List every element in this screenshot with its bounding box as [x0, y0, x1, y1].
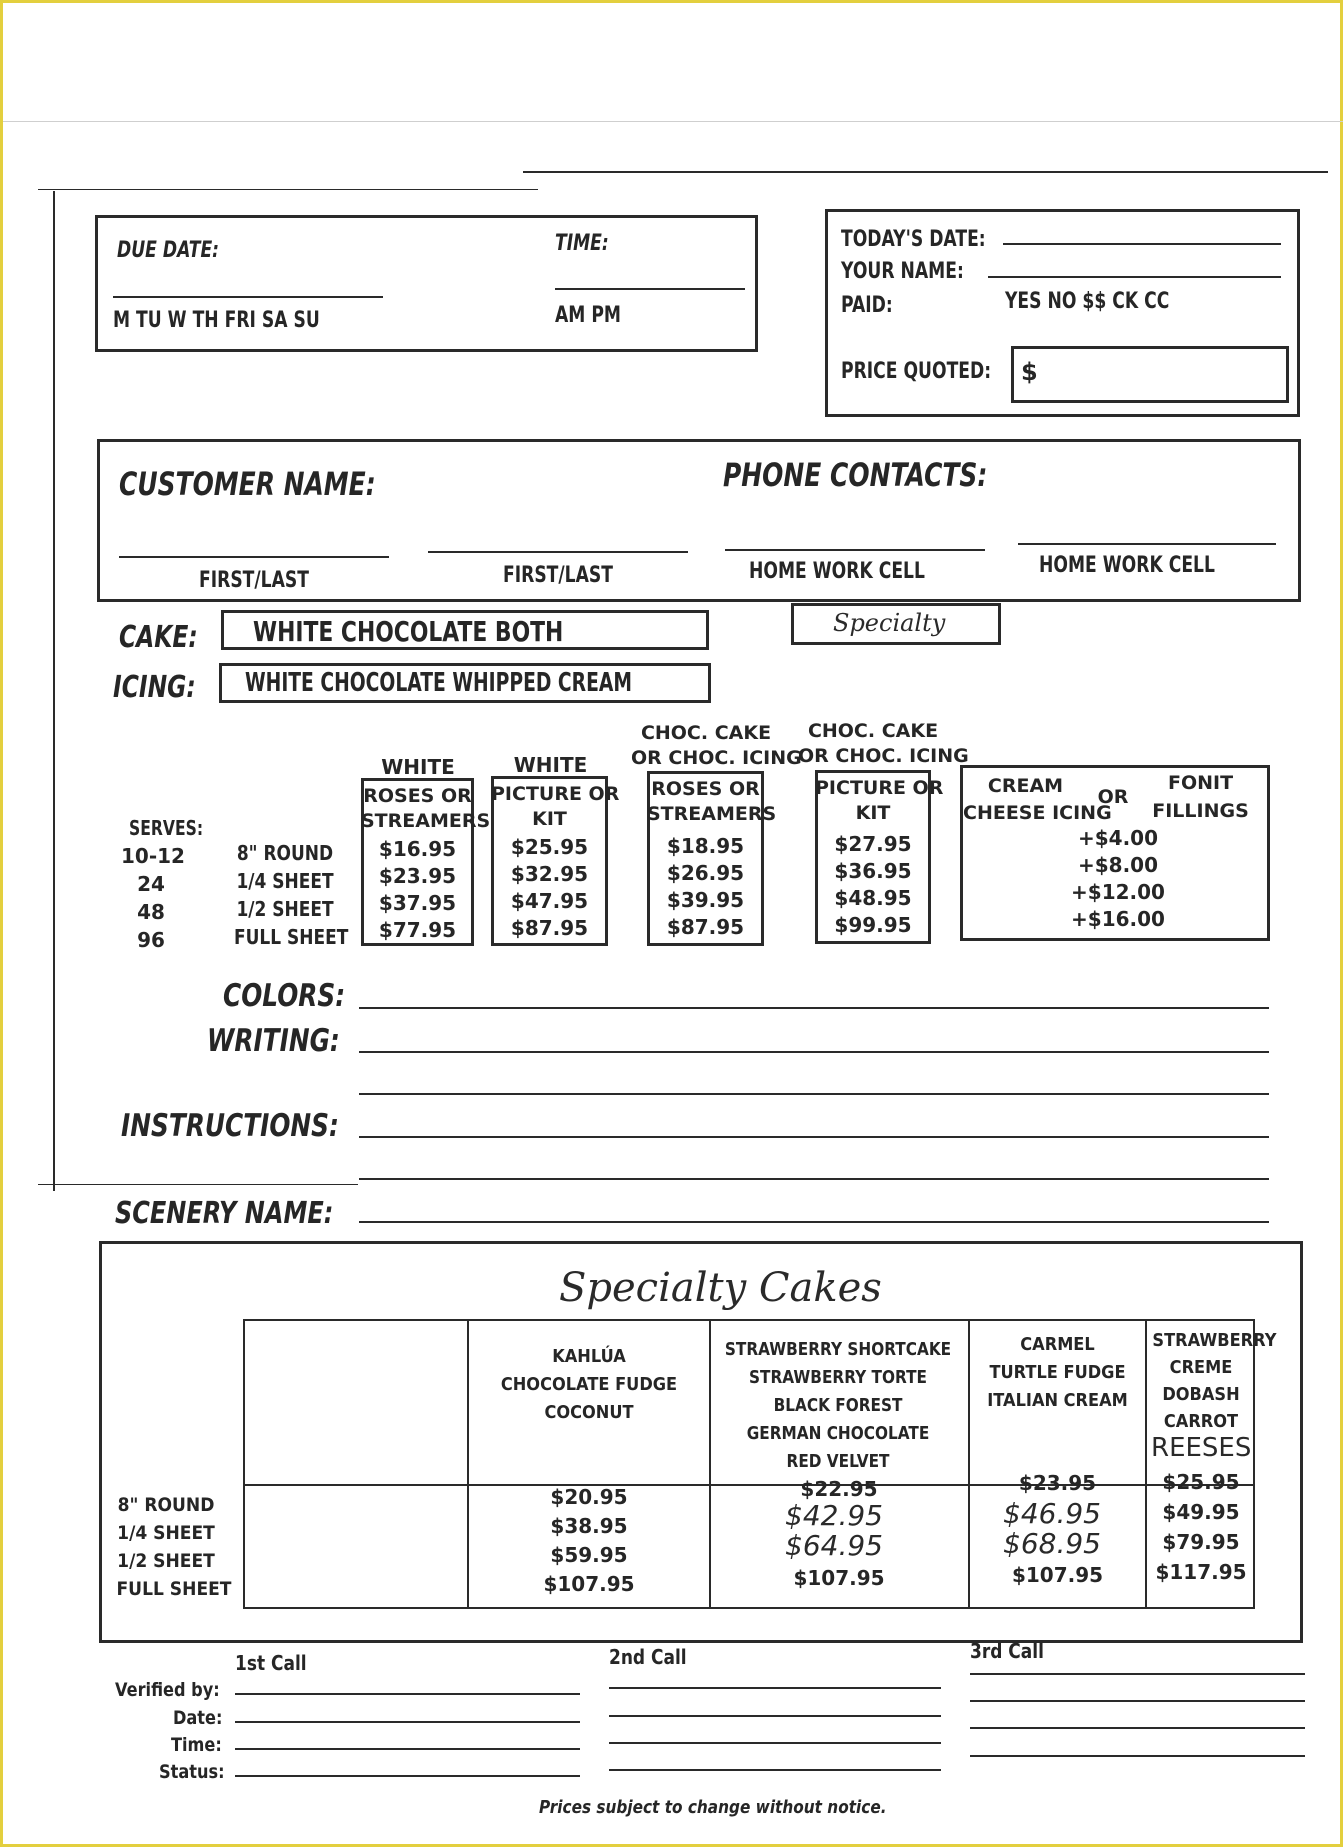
your-name-field[interactable] — [988, 276, 1281, 278]
price-quoted-field[interactable] — [1011, 346, 1289, 403]
cake-flavor: CARMEL — [1020, 1334, 1095, 1355]
price: $22.95 — [800, 1477, 878, 1501]
size-label: 1/4 SHEET — [236, 869, 334, 893]
price: $99.95 — [834, 913, 912, 937]
cake-flavor: CHOCOLATE FUDGE — [500, 1374, 678, 1395]
col3-header-top — [631, 721, 802, 771]
icing-label: ICING: — [113, 670, 196, 705]
todays-date-label: TODAY'S DATE: — [841, 227, 986, 252]
serves-column — [121, 842, 185, 954]
price: +$16.00 — [1071, 907, 1165, 931]
first-call-label: 1st Call — [235, 1651, 307, 1675]
price: $23.95 — [1018, 1471, 1097, 1495]
col4-header-top-line: CHOC. CAKE — [807, 720, 939, 742]
col2-header — [491, 782, 620, 832]
cake-flavor: STRAWBERRY TORTE — [749, 1367, 927, 1388]
col4-header-top — [798, 719, 969, 769]
price: $23.95 — [378, 864, 457, 888]
cream-cheese-line: CHEESE ICING — [963, 802, 1112, 824]
col3-prices — [647, 833, 764, 941]
col3-header — [647, 777, 777, 827]
second-call-verified-field[interactable] — [609, 1687, 941, 1689]
first-last-caption-2: FIRST/LAST — [503, 563, 613, 588]
cake-flavor: BLACK FOREST — [773, 1395, 903, 1416]
footer-notice: Prices subject to change without notice. — [539, 1797, 887, 1818]
handwritten-price: $42.95 — [785, 1499, 883, 1532]
home-work-cell-caption-1: HOME WORK CELL — [749, 559, 925, 584]
price: $20.95 — [550, 1485, 628, 1509]
price: $16.95 — [378, 837, 457, 861]
specialty-col1-names — [481, 1343, 697, 1427]
phone-field-2[interactable] — [1018, 543, 1276, 545]
icing-options[interactable]: WHITE CHOCOLATE WHIPPED CREAM — [245, 668, 632, 698]
price: $32.95 — [510, 862, 589, 886]
price: +$8.00 — [1077, 853, 1159, 877]
due-date-label: DUE DATE: — [117, 238, 220, 263]
specialty-col3-names — [979, 1331, 1137, 1415]
fonit-fillings-header — [1143, 769, 1258, 825]
col3-header-line: ROSES OR — [651, 778, 760, 800]
writing-label: WRITING: — [207, 1023, 340, 1059]
price: $49.95 — [1162, 1500, 1240, 1524]
col1-header-line: ROSES OR — [363, 785, 472, 807]
price-quoted-label: PRICE QUOTED: — [841, 359, 992, 384]
price: $36.95 — [834, 859, 912, 883]
specialty-option-label: Specialty — [833, 609, 946, 637]
col4-header-line: KIT — [855, 802, 891, 824]
specialty-cakes-title: Specialty Cakes — [559, 1265, 882, 1311]
due-date-field[interactable] — [113, 296, 383, 298]
col4-header-top-line: OR CHOC. ICING — [798, 745, 969, 767]
price: $79.95 — [1162, 1530, 1240, 1554]
serves-value: 10-12 — [121, 844, 185, 868]
cream-cheese-line: CREAM — [987, 775, 1064, 797]
price: $25.95 — [510, 835, 589, 859]
col2-header-line: PICTURE OR — [491, 783, 620, 805]
time-label-call: Time: — [171, 1734, 222, 1756]
your-name-label: YOUR NAME: — [841, 259, 964, 284]
handwritten-price: $46.95 — [1003, 1497, 1101, 1530]
first-call-time-field[interactable] — [235, 1748, 580, 1750]
price: $27.95 — [834, 832, 912, 856]
am-pm-options[interactable]: AM PM — [555, 303, 621, 328]
cream-cheese-header — [963, 773, 1112, 827]
todays-date-field[interactable] — [1003, 243, 1281, 245]
fonit-fillings-line: FILLINGS — [1152, 800, 1249, 822]
col1-header-top: WHITE — [381, 755, 455, 779]
cake-flavor: GERMAN CHOCOLATE — [746, 1423, 930, 1444]
price: +$4.00 — [1077, 826, 1159, 850]
customer-name-label: CUSTOMER NAME: — [119, 465, 376, 503]
price: $38.95 — [550, 1514, 628, 1538]
third-call-date-field[interactable] — [970, 1700, 1305, 1702]
first-call-status-field[interactable] — [235, 1775, 580, 1777]
price: $107.95 — [793, 1566, 885, 1590]
second-call-label: 2nd Call — [609, 1645, 687, 1669]
specialty-col2-names — [723, 1336, 953, 1476]
size-label: 8" ROUND — [236, 841, 334, 865]
col4-header — [815, 776, 944, 826]
size-column — [234, 839, 349, 951]
col1-header — [361, 784, 491, 834]
first-call-verified-field[interactable] — [235, 1693, 580, 1695]
writing-field-1[interactable] — [359, 1051, 1269, 1053]
col2-prices — [491, 834, 608, 942]
price: $77.95 — [378, 918, 457, 942]
col3-header-line: STREAMERS — [647, 803, 777, 825]
specialty-size-column — [116, 1491, 232, 1603]
colors-label: COLORS: — [223, 978, 346, 1014]
col4-header-line: PICTURE OR — [815, 777, 944, 799]
serves-value: 96 — [137, 928, 165, 952]
paid-label: PAID: — [841, 293, 893, 318]
weekday-options[interactable]: M TU W TH FRI SA SU — [113, 308, 320, 333]
specialty-col4-names — [1152, 1327, 1277, 1435]
first-call-date-field[interactable] — [235, 1721, 580, 1723]
time-field[interactable] — [555, 288, 745, 290]
instructions-field-2[interactable] — [359, 1178, 1269, 1180]
price: $48.95 — [834, 886, 912, 910]
third-call-status-field[interactable] — [970, 1755, 1305, 1757]
col4-prices — [815, 831, 931, 939]
status-label: Status: — [159, 1761, 225, 1783]
home-work-cell-caption-2: HOME WORK CELL — [1039, 553, 1215, 578]
cake-flavor: DOBASH — [1162, 1384, 1240, 1405]
left-margin-rule — [53, 191, 55, 1191]
specialty-col4-prices — [1147, 1467, 1255, 1587]
cake-flavor: KAHLÚA — [552, 1346, 626, 1367]
size-label: FULL SHEET — [234, 925, 349, 949]
price: $87.95 — [510, 916, 589, 940]
cake-flavor: ITALIAN CREAM — [987, 1390, 1128, 1411]
price: $47.95 — [510, 889, 589, 913]
col2-header-line: KIT — [532, 808, 567, 830]
col3-header-top-line: CHOC. CAKE — [640, 722, 772, 744]
first-last-caption-1: FIRST/LAST — [199, 568, 309, 593]
scenery-name-label: SCENERY NAME: — [115, 1196, 334, 1231]
phone-field-1[interactable] — [725, 549, 985, 551]
instructions-label: INSTRUCTIONS: — [121, 1108, 339, 1144]
top-rule-left — [38, 189, 538, 190]
price: $39.95 — [666, 888, 745, 912]
specialty-col1-prices — [469, 1483, 709, 1599]
col1-header-line: STREAMERS — [361, 810, 491, 832]
mid-left-rule — [38, 1184, 358, 1185]
serves-value: 48 — [137, 900, 165, 924]
third-call-time-field[interactable] — [970, 1727, 1305, 1729]
size-label: FULL SHEET — [116, 1578, 232, 1600]
cake-flavor: TURTLE FUDGE — [989, 1362, 1126, 1383]
cake-options[interactable]: WHITE CHOCOLATE BOTH — [253, 615, 564, 648]
top-rule-right — [523, 171, 1328, 173]
writing-field-2[interactable] — [359, 1093, 1269, 1095]
paid-options[interactable]: YES NO $$ CK CC — [1005, 289, 1170, 314]
size-label: 1/2 SHEET — [236, 897, 334, 921]
cake-flavor: CREME — [1169, 1357, 1233, 1378]
cake-label: CAKE: — [119, 620, 198, 655]
handwritten-flavor: REESES — [1151, 1433, 1252, 1463]
cake-flavor: STRAWBERRY — [1152, 1330, 1277, 1351]
time-label: TIME: — [555, 231, 609, 256]
size-label: 1/4 SHEET — [117, 1522, 215, 1544]
phone-contacts-label: PHONE CONTACTS: — [723, 456, 988, 494]
scan-edge-line — [3, 121, 1343, 122]
third-call-label: 3rd Call — [970, 1639, 1044, 1663]
cake-flavor: CARROT — [1163, 1411, 1239, 1432]
price-quoted-symbol: $ — [1021, 358, 1038, 386]
scenery-name-field[interactable] — [359, 1221, 1269, 1223]
price: $25.95 — [1162, 1470, 1240, 1494]
cake-flavor: STRAWBERRY SHORTCAKE — [724, 1339, 952, 1360]
verified-by-label: Verified by: — [115, 1679, 220, 1701]
handwritten-price: $64.95 — [785, 1529, 883, 1562]
price: $59.95 — [550, 1543, 628, 1567]
size-label: 1/2 SHEET — [117, 1550, 215, 1572]
price: $18.95 — [666, 834, 745, 858]
size-label: 8" ROUND — [117, 1494, 215, 1516]
price: $87.95 — [666, 915, 745, 939]
serves-value: 24 — [137, 872, 165, 896]
second-call-date-field[interactable] — [609, 1715, 941, 1717]
price: $107.95 — [543, 1572, 635, 1596]
handwritten-price: $68.95 — [1003, 1527, 1101, 1560]
price: +$12.00 — [1071, 880, 1165, 904]
second-call-status-field[interactable] — [609, 1769, 941, 1771]
or-label: OR — [1097, 786, 1129, 808]
customer-name-field-1[interactable] — [119, 556, 389, 558]
price: $107.95 — [1011, 1563, 1104, 1587]
cake-flavor: COCONUT — [544, 1402, 634, 1423]
price: $26.95 — [666, 861, 745, 885]
cake-flavor: RED VELVET — [786, 1451, 890, 1472]
fonit-fillings-line: FONIT — [1167, 772, 1234, 794]
col1-prices — [361, 836, 474, 944]
customer-name-field-2[interactable] — [428, 551, 688, 553]
col5-prices — [1063, 825, 1173, 933]
serves-label: SERVES: — [129, 816, 204, 840]
second-call-time-field[interactable] — [609, 1742, 941, 1744]
col2-header-top: WHITE — [513, 753, 588, 777]
date-label: Date: — [173, 1707, 223, 1729]
third-call-verified-field[interactable] — [970, 1673, 1305, 1675]
price: $37.95 — [378, 891, 457, 915]
colors-field[interactable] — [359, 1007, 1269, 1009]
col3-header-top-line: OR CHOC. ICING — [631, 747, 802, 769]
price: $117.95 — [1155, 1560, 1247, 1584]
instructions-field-1[interactable] — [359, 1136, 1269, 1138]
